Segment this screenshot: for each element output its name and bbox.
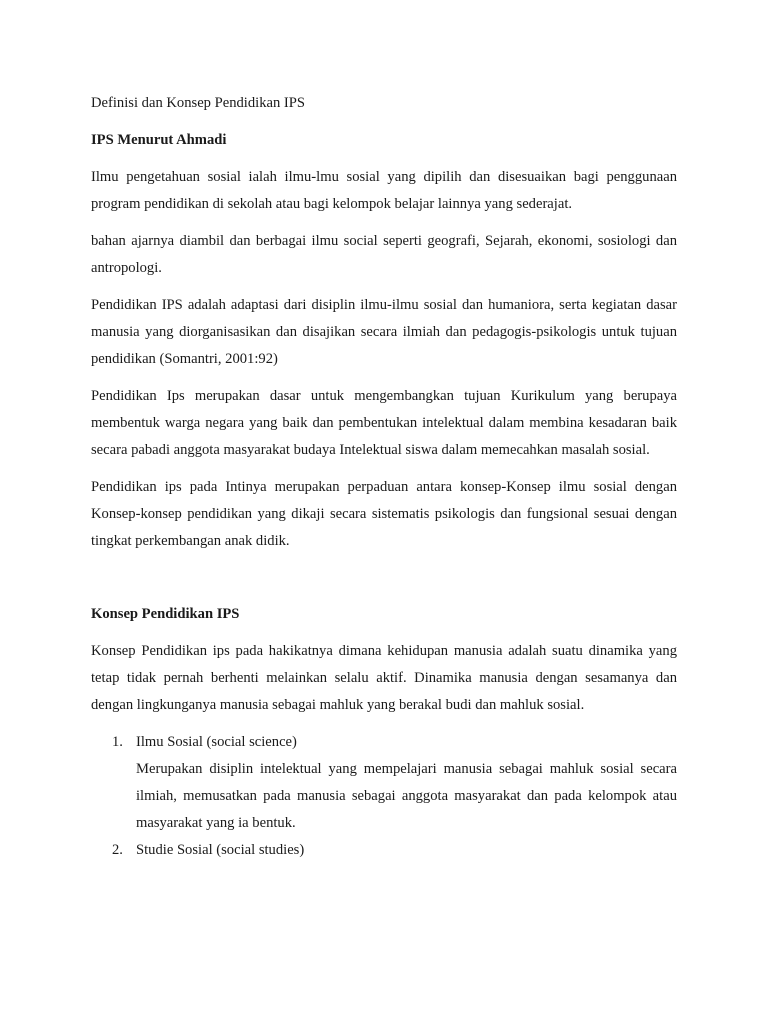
- paragraph: Ilmu pengetahuan sosial ialah ilmu-lmu sosial yang dipilih dan disesuaikan bagi penggunaan program pendidikan di sekolah atau bagi kelompok belajar lainnya yang sederajat.: [91, 169, 677, 212]
- document-title: Definisi dan Konsep Pendidikan IPS: [91, 95, 306, 111]
- list-item-title: Ilmu Sosial (social science): [136, 734, 297, 750]
- document-body: [91, 90, 677, 864]
- numbered-list: [91, 729, 677, 864]
- section-heading-konsep-pendidikan-ips: Konsep Pendidikan IPS: [91, 606, 240, 622]
- paragraph: Pendidikan Ips merupakan dasar untuk mengembangkan tujuan Kurikulum yang berupaya membentuk warga negara yang baik dan pembentukan intelektual dalam membina kesadaran baik secara pabadi anggota masyarakat budaya Intelektual siswa dalam memecahkan masalah sosial.: [91, 388, 677, 458]
- paragraph: Pendidikan IPS adalah adaptasi dari disiplin ilmu-ilmu sosial dan humaniora, serta kegiatan dasar manusia yang diorganisasikan dan disajikan secara ilmiah dan pedagogis-psikologis untuk tujuan pendidikan (Somantri, 2001:92): [91, 297, 677, 367]
- paragraph: bahan ajarnya diambil dan berbagai ilmu social seperti geografi, Sejarah, ekonomi, sosiologi dan antropologi.: [91, 233, 677, 276]
- list-item-title: Studie Sosial (social studies): [136, 842, 305, 858]
- list-item-number: 2.: [112, 842, 123, 858]
- list-item-number: 1.: [112, 734, 123, 750]
- paragraph: Pendidikan ips pada Intinya merupakan perpaduan antara konsep-Konsep ilmu sosial dengan Konsep-konsep pendidikan yang dikaji secara sistematis psikologis dan fungsional sesuai dengan tingkat perkembangan anak didik.: [91, 479, 677, 549]
- section-heading-ips-menurut-ahmadi: IPS Menurut Ahmadi: [91, 132, 227, 148]
- section-spacer: [91, 565, 677, 601]
- list-item-description: Merupakan disiplin intelektual yang mempelajari manusia sebagai mahluk sosial secara ilmiah, memusatkan pada manusia sebagai anggota masyarakat dan pada kelompok atau masyarakat yang ia bentuk.: [136, 761, 677, 831]
- list-item: [91, 729, 677, 837]
- paragraph: Konsep Pendidikan ips pada hakikatnya dimana kehidupan manusia adalah suatu dinamika yang tetap tidak pernah berhenti melainkan selalu aktif. Dinamika manusia dengan sesamanya dan dengan lingkunganya manusia sebagai mahluk yang berakal budi dan mahluk sosial.: [91, 643, 677, 713]
- list-item: [91, 837, 677, 864]
